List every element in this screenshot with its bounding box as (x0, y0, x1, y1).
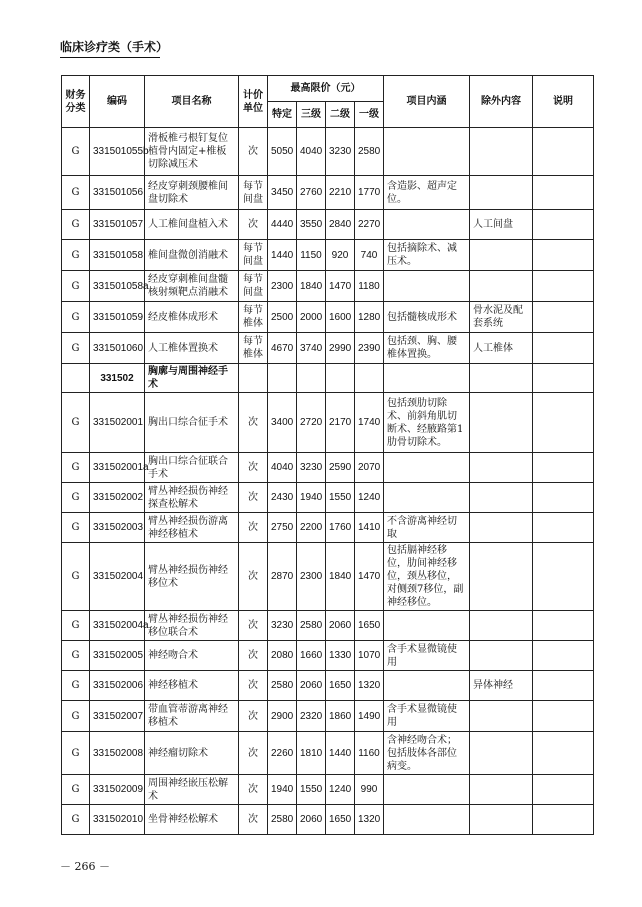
cell-exclusion (470, 775, 533, 805)
cell-note (533, 393, 594, 453)
cell-price-special: 5050 (268, 128, 297, 176)
cell-price-level3: 1660 (297, 641, 326, 671)
cell-price-special: 3400 (268, 393, 297, 453)
col-header-category: 财务分类 (62, 76, 90, 128)
cell-note (533, 240, 594, 271)
cell-exclusion (470, 641, 533, 671)
cell-name: 经皮椎体成形术 (145, 302, 239, 333)
cell-exclusion (470, 453, 533, 483)
cell-note (533, 775, 594, 805)
cell-category: G (62, 611, 90, 641)
cell-category: G (62, 543, 90, 611)
table-row (62, 364, 594, 393)
col-header-content: 项目内涵 (384, 76, 470, 128)
cell-note (533, 611, 594, 641)
cell-exclusion: 骨水泥及配套系统 (470, 302, 533, 333)
cell-price-level3: 2060 (297, 671, 326, 701)
cell-category: G (62, 302, 90, 333)
cell-name: 人工椎体置换术 (145, 333, 239, 364)
cell-price-level3: 1840 (297, 271, 326, 302)
cell-price-level2 (326, 364, 355, 393)
table-row (62, 611, 594, 641)
cell-price-special: 4670 (268, 333, 297, 364)
cell-category: G (62, 128, 90, 176)
cell-content (384, 775, 470, 805)
cell-price-special: 1440 (268, 240, 297, 271)
cell-name: 臂丛神经损伤神经探查松解术 (145, 483, 239, 513)
cell-content (384, 210, 470, 240)
cell-note (533, 641, 594, 671)
cell-price-level1: 1160 (355, 732, 384, 775)
col-header-max-price: 最高限价（元） (268, 76, 384, 102)
cell-content: 含手术显微镜使用 (384, 641, 470, 671)
price-table (61, 75, 594, 835)
cell-price-level2: 1240 (326, 775, 355, 805)
cell-exclusion (470, 176, 533, 210)
cell-unit: 每节间盘 (239, 271, 268, 302)
cell-code: 331501057 (90, 210, 145, 240)
cell-unit: 次 (239, 701, 268, 732)
cell-name: 带血管蒂游离神经移植术 (145, 701, 239, 732)
cell-exclusion: 人工椎体 (470, 333, 533, 364)
cell-code: 331502001 (90, 393, 145, 453)
page-number: － 266 － (60, 860, 110, 873)
cell-price-special: 2580 (268, 671, 297, 701)
cell-price-level1: 1280 (355, 302, 384, 333)
cell-price-level3: 2720 (297, 393, 326, 453)
cell-price-level3: 2760 (297, 176, 326, 210)
cell-category: G (62, 240, 90, 271)
cell-name: 臂丛神经损伤神经移位术 (145, 543, 239, 611)
cell-code: 331501056 (90, 176, 145, 210)
cell-unit: 次 (239, 732, 268, 775)
cell-price-level3: 2000 (297, 302, 326, 333)
cell-code: 331501059 (90, 302, 145, 333)
cell-code: 331501058 (90, 240, 145, 271)
cell-code: 331502005 (90, 641, 145, 671)
cell-price-special: 3450 (268, 176, 297, 210)
cell-price-level1: 1070 (355, 641, 384, 671)
cell-category: G (62, 210, 90, 240)
cell-unit: 次 (239, 543, 268, 611)
cell-price-level1: 1470 (355, 543, 384, 611)
table-row (62, 393, 594, 453)
cell-unit: 次 (239, 775, 268, 805)
cell-price-special: 2300 (268, 271, 297, 302)
cell-price-level1: 2390 (355, 333, 384, 364)
cell-category: G (62, 333, 90, 364)
cell-note (533, 210, 594, 240)
cell-price-special: 2430 (268, 483, 297, 513)
cell-content: 不含游离神经切取 (384, 513, 470, 543)
cell-name: 胸出口综合征手术 (145, 393, 239, 453)
cell-note (533, 543, 594, 611)
header-underline (60, 57, 160, 58)
cell-price-special: 2260 (268, 732, 297, 775)
cell-price-special: 1940 (268, 775, 297, 805)
cell-price-level2: 1470 (326, 271, 355, 302)
cell-category: G (62, 453, 90, 483)
cell-content: 含神经吻合术；包括肢体各部位病变。 (384, 732, 470, 775)
cell-unit: 次 (239, 805, 268, 835)
cell-note (533, 513, 594, 543)
col-header-special: 特定 (268, 102, 297, 128)
cell-exclusion (470, 543, 533, 611)
cell-price-level1: 1320 (355, 671, 384, 701)
cell-price-special: 2580 (268, 805, 297, 835)
cell-name: 坐骨神经松解术 (145, 805, 239, 835)
cell-exclusion (470, 483, 533, 513)
cell-price-level1: 2270 (355, 210, 384, 240)
cell-price-special: 2080 (268, 641, 297, 671)
cell-category (62, 364, 90, 393)
cell-price-level1: 740 (355, 240, 384, 271)
cell-price-level2: 2210 (326, 176, 355, 210)
cell-code: 331501060 (90, 333, 145, 364)
cell-price-level2: 1650 (326, 805, 355, 835)
cell-name: 胸廓与周围神经手术 (145, 364, 239, 393)
cell-unit: 每节间盘 (239, 240, 268, 271)
cell-name: 神经吻合术 (145, 641, 239, 671)
table-row (62, 732, 594, 775)
cell-price-special: 2750 (268, 513, 297, 543)
cell-name: 臂丛神经损伤游离神经移植术 (145, 513, 239, 543)
cell-unit: 次 (239, 128, 268, 176)
cell-note (533, 701, 594, 732)
cell-name: 神经瘤切除术 (145, 732, 239, 775)
cell-price-level3: 2320 (297, 701, 326, 732)
table-row (62, 176, 594, 210)
cell-name: 经皮穿刺椎间盘髓核射频靶点消融术 (145, 271, 239, 302)
cell-content: 含手术显微镜使用 (384, 701, 470, 732)
cell-unit (239, 364, 268, 393)
col-header-name: 项目名称 (145, 76, 239, 128)
cell-code: 331502008 (90, 732, 145, 775)
cell-note (533, 176, 594, 210)
cell-price-level1 (355, 364, 384, 393)
table-body (62, 128, 594, 835)
cell-code: 331502004 (90, 543, 145, 611)
cell-price-level2: 1550 (326, 483, 355, 513)
cell-price-level2: 3230 (326, 128, 355, 176)
cell-price-special: 4440 (268, 210, 297, 240)
cell-category: G (62, 483, 90, 513)
cell-price-level1: 1490 (355, 701, 384, 732)
cell-name: 经皮穿刺颈腰椎间盘切除术 (145, 176, 239, 210)
cell-price-special: 2870 (268, 543, 297, 611)
cell-exclusion (470, 128, 533, 176)
cell-price-level3: 3740 (297, 333, 326, 364)
cell-price-level2: 1840 (326, 543, 355, 611)
cell-note (533, 453, 594, 483)
table-row (62, 775, 594, 805)
cell-category: G (62, 671, 90, 701)
cell-exclusion (470, 364, 533, 393)
cell-price-level3: 1940 (297, 483, 326, 513)
cell-price-level2: 1760 (326, 513, 355, 543)
cell-price-level2: 1440 (326, 732, 355, 775)
cell-price-level3: 2580 (297, 611, 326, 641)
cell-price-special (268, 364, 297, 393)
col-header-exclusion: 除外内容 (470, 76, 533, 128)
cell-price-level2: 1330 (326, 641, 355, 671)
cell-unit: 次 (239, 453, 268, 483)
cell-price-level2: 1600 (326, 302, 355, 333)
cell-content: 包括颈肋切除术、前斜角肌切断术、经腋路第1肋骨切除术。 (384, 393, 470, 453)
cell-name: 周围神经嵌压松解术 (145, 775, 239, 805)
cell-exclusion (470, 393, 533, 453)
cell-code: 331502009 (90, 775, 145, 805)
cell-price-level3: 4040 (297, 128, 326, 176)
cell-unit: 次 (239, 611, 268, 641)
cell-category: G (62, 732, 90, 775)
cell-exclusion (470, 271, 533, 302)
cell-price-special: 4040 (268, 453, 297, 483)
table-row (62, 805, 594, 835)
cell-note (533, 128, 594, 176)
cell-price-level1: 1180 (355, 271, 384, 302)
cell-category: G (62, 271, 90, 302)
cell-content (384, 364, 470, 393)
cell-note (533, 805, 594, 835)
table-row (62, 240, 594, 271)
cell-note (533, 671, 594, 701)
col-header-level2: 二级 (326, 102, 355, 128)
cell-price-level2: 2060 (326, 611, 355, 641)
cell-price-level1: 990 (355, 775, 384, 805)
cell-note (533, 333, 594, 364)
cell-price-level1: 2580 (355, 128, 384, 176)
cell-note (533, 483, 594, 513)
col-header-level3: 三级 (297, 102, 326, 128)
cell-exclusion (470, 701, 533, 732)
cell-category: G (62, 775, 90, 805)
cell-unit: 每节间盘 (239, 176, 268, 210)
cell-unit: 次 (239, 671, 268, 701)
cell-name: 人工椎间盘植入术 (145, 210, 239, 240)
cell-exclusion: 异体神经 (470, 671, 533, 701)
cell-content: 包括颈、胸、腰椎体置换。 (384, 333, 470, 364)
cell-note (533, 271, 594, 302)
cell-category: G (62, 513, 90, 543)
cell-unit: 每节椎体 (239, 333, 268, 364)
cell-code: 331502002 (90, 483, 145, 513)
cell-name: 臂丛神经损伤神经移位联合术 (145, 611, 239, 641)
cell-price-level3: 2060 (297, 805, 326, 835)
table-row (62, 128, 594, 176)
cell-price-level3: 1810 (297, 732, 326, 775)
cell-price-special: 2500 (268, 302, 297, 333)
cell-note (533, 364, 594, 393)
cell-unit: 次 (239, 210, 268, 240)
cell-exclusion (470, 240, 533, 271)
cell-price-level2: 920 (326, 240, 355, 271)
cell-unit: 次 (239, 393, 268, 453)
table-row (62, 641, 594, 671)
cell-category: G (62, 176, 90, 210)
cell-price-level2: 1860 (326, 701, 355, 732)
cell-price-level3: 1550 (297, 775, 326, 805)
page-header-title: 临床诊疗类（手术） (60, 40, 169, 54)
cell-price-level1: 1410 (355, 513, 384, 543)
table-row (62, 333, 594, 364)
cell-exclusion (470, 805, 533, 835)
cell-price-level2: 1650 (326, 671, 355, 701)
cell-content (384, 483, 470, 513)
col-header-code: 编码 (90, 76, 145, 128)
cell-note (533, 732, 594, 775)
cell-category: G (62, 641, 90, 671)
cell-price-level2: 2990 (326, 333, 355, 364)
cell-content (384, 453, 470, 483)
cell-name: 椎间盘微创消融术 (145, 240, 239, 271)
table-row (62, 513, 594, 543)
cell-name: 滑板椎弓根钉复位植骨内固定+椎板切除减压术 (145, 128, 239, 176)
cell-price-level3: 3550 (297, 210, 326, 240)
cell-code: 331502001a (90, 453, 145, 483)
cell-code: 331502 (90, 364, 145, 393)
col-header-note: 说明 (533, 76, 594, 128)
cell-exclusion (470, 513, 533, 543)
cell-price-level3: 2300 (297, 543, 326, 611)
cell-price-level1: 1650 (355, 611, 384, 641)
cell-code: 331502003 (90, 513, 145, 543)
cell-price-level2: 2590 (326, 453, 355, 483)
cell-price-level1: 2070 (355, 453, 384, 483)
cell-unit: 次 (239, 641, 268, 671)
cell-price-level1: 1740 (355, 393, 384, 453)
cell-content: 包括膈神经移位，肋间神经移位，颈丛移位，对侧颈7移位，副神经移位。 (384, 543, 470, 611)
cell-name: 胸出口综合征联合手术 (145, 453, 239, 483)
cell-price-level3: 3230 (297, 453, 326, 483)
table-row (62, 483, 594, 513)
cell-code: 331502007 (90, 701, 145, 732)
cell-price-level1: 1320 (355, 805, 384, 835)
cell-price-level3: 1150 (297, 240, 326, 271)
table-row (62, 302, 594, 333)
cell-category: G (62, 393, 90, 453)
cell-code: 331502010 (90, 805, 145, 835)
cell-content (384, 128, 470, 176)
cell-price-level2: 2840 (326, 210, 355, 240)
cell-price-level1: 1240 (355, 483, 384, 513)
cell-exclusion (470, 732, 533, 775)
cell-unit: 每节椎体 (239, 302, 268, 333)
table-row (62, 543, 594, 611)
cell-content (384, 671, 470, 701)
cell-unit: 次 (239, 483, 268, 513)
cell-price-level3 (297, 364, 326, 393)
cell-content: 包括摘除术、减压术。 (384, 240, 470, 271)
cell-unit: 次 (239, 513, 268, 543)
cell-price-special: 3230 (268, 611, 297, 641)
cell-name: 神经移植术 (145, 671, 239, 701)
table-row (62, 701, 594, 732)
table-row (62, 271, 594, 302)
cell-category: G (62, 805, 90, 835)
table-row (62, 210, 594, 240)
cell-price-special: 2900 (268, 701, 297, 732)
cell-exclusion (470, 611, 533, 641)
table-row (62, 453, 594, 483)
col-header-unit: 计价单位 (239, 76, 268, 128)
cell-content (384, 805, 470, 835)
col-header-level1: 一级 (355, 102, 384, 128)
cell-code: 331501055b (90, 128, 145, 176)
cell-price-level2: 2170 (326, 393, 355, 453)
cell-content: 含造影、超声定位。 (384, 176, 470, 210)
cell-content: 包括髓核成形术 (384, 302, 470, 333)
table-row (62, 671, 594, 701)
cell-exclusion: 人工间盘 (470, 210, 533, 240)
cell-note (533, 302, 594, 333)
cell-code: 331502006 (90, 671, 145, 701)
cell-code: 331502004a (90, 611, 145, 641)
cell-category: G (62, 701, 90, 732)
cell-content (384, 611, 470, 641)
cell-content (384, 271, 470, 302)
cell-code: 331501058a (90, 271, 145, 302)
cell-price-level1: 1770 (355, 176, 384, 210)
cell-price-level3: 2200 (297, 513, 326, 543)
